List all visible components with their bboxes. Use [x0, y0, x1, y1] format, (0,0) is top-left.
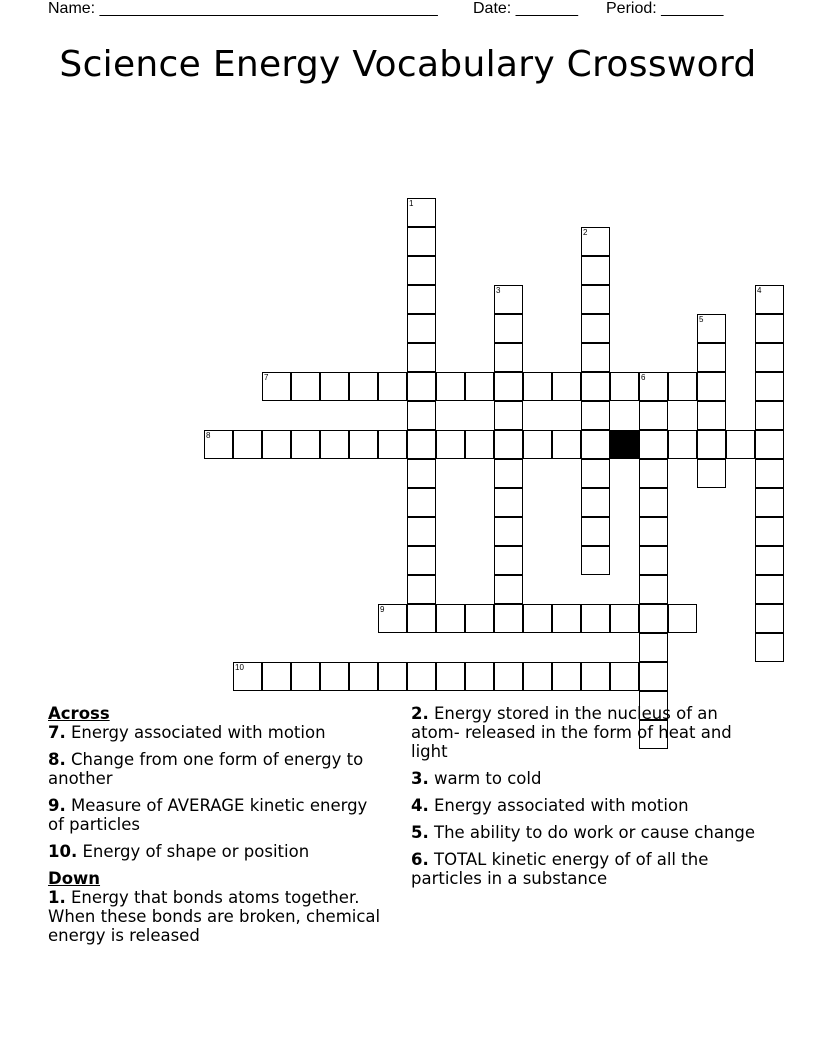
grid-cell[interactable]	[755, 372, 784, 401]
grid-cell[interactable]	[697, 430, 726, 459]
across-clue-7: 7. Energy associated with motion	[48, 723, 326, 742]
grid-cell[interactable]	[407, 343, 436, 372]
grid-cell[interactable]	[494, 314, 523, 343]
grid-cell[interactable]	[407, 401, 436, 430]
clue-number-1: 1	[409, 199, 414, 208]
grid-cell[interactable]	[494, 517, 523, 546]
grid-cell[interactable]	[581, 372, 610, 401]
grid-cell[interactable]	[494, 488, 523, 517]
grid-cell[interactable]	[755, 430, 784, 459]
page-title: Science Energy Vocabulary Crossword	[59, 44, 757, 85]
grid-cell[interactable]	[378, 372, 407, 401]
grid-cell[interactable]	[581, 546, 610, 575]
grid-cell[interactable]	[523, 430, 552, 459]
grid-cell[interactable]	[668, 604, 697, 633]
grid-cell[interactable]	[436, 662, 465, 691]
grid-cell[interactable]	[581, 285, 610, 314]
grid-cell[interactable]	[581, 604, 610, 633]
grid-cell[interactable]	[755, 604, 784, 633]
grid-cell[interactable]	[639, 430, 668, 459]
grid-cell[interactable]	[668, 372, 697, 401]
grid-cell[interactable]	[581, 662, 610, 691]
across-clue-10: 10. Energy of shape or position	[48, 842, 310, 861]
grid-cell[interactable]	[581, 517, 610, 546]
grid-cell[interactable]	[639, 633, 668, 662]
grid-cell[interactable]	[639, 459, 668, 488]
grid-cell[interactable]	[494, 546, 523, 575]
across-clue-9: 9. Measure of AVERAGE kinetic energy of particles	[48, 796, 368, 834]
grid-cell[interactable]	[407, 459, 436, 488]
grid-cell[interactable]	[639, 662, 668, 691]
clue-number-10: 10	[235, 663, 244, 672]
grid-cell[interactable]	[407, 430, 436, 459]
across-heading: Across	[48, 704, 110, 723]
grid-cell[interactable]	[436, 430, 465, 459]
grid-cell[interactable]	[436, 604, 465, 633]
grid-cell[interactable]	[465, 430, 494, 459]
grid-cell[interactable]	[233, 430, 262, 459]
down-clue-2: 2. Energy stored in the nucleus of an atom- released in the form of heat and light	[411, 704, 732, 761]
grid-cell[interactable]	[552, 372, 581, 401]
grid-cell[interactable]	[755, 343, 784, 372]
black-cell	[610, 430, 639, 459]
clue-number-9: 9	[380, 605, 385, 614]
grid-cell[interactable]	[494, 662, 523, 691]
grid-cell[interactable]	[581, 343, 610, 372]
grid-cell[interactable]	[755, 633, 784, 662]
period-field[interactable]: Period: _______	[606, 0, 724, 17]
grid-cell[interactable]	[436, 372, 465, 401]
grid-cell[interactable]	[755, 575, 784, 604]
grid-cell[interactable]	[407, 575, 436, 604]
grid-cell[interactable]	[610, 662, 639, 691]
grid-cell[interactable]	[494, 575, 523, 604]
grid-cell[interactable]	[494, 372, 523, 401]
grid-cell[interactable]	[465, 604, 494, 633]
grid-cell[interactable]	[494, 604, 523, 633]
name-field[interactable]: Name: ______________________________________	[48, 0, 438, 17]
grid-cell[interactable]	[697, 401, 726, 430]
grid-cell[interactable]	[494, 343, 523, 372]
down-clue-6: 6. TOTAL kinetic energy of of all the particles in a substance	[411, 850, 709, 888]
grid-cell[interactable]	[262, 662, 291, 691]
grid-cell[interactable]	[494, 401, 523, 430]
grid-cell[interactable]	[755, 488, 784, 517]
grid-cell[interactable]	[523, 604, 552, 633]
grid-cell[interactable]	[581, 401, 610, 430]
grid-cell[interactable]	[291, 662, 320, 691]
down-heading: Down	[48, 869, 101, 888]
grid-cell[interactable]	[639, 401, 668, 430]
grid-cell[interactable]	[407, 372, 436, 401]
grid-cell[interactable]	[639, 575, 668, 604]
grid-cell[interactable]	[552, 604, 581, 633]
grid-cell[interactable]	[697, 459, 726, 488]
grid-cell[interactable]	[291, 372, 320, 401]
grid-cell[interactable]	[523, 372, 552, 401]
across-clue-8: 8. Change from one form of energy to another	[48, 750, 364, 788]
grid-cell[interactable]	[639, 517, 668, 546]
grid-cell[interactable]	[407, 604, 436, 633]
grid-cell[interactable]	[755, 314, 784, 343]
grid-cell[interactable]	[581, 430, 610, 459]
grid-cell[interactable]	[494, 459, 523, 488]
grid-cell[interactable]	[407, 662, 436, 691]
grid-cell[interactable]	[610, 372, 639, 401]
grid-cell[interactable]	[407, 256, 436, 285]
clues-right-column	[411, 704, 766, 896]
grid-cell[interactable]	[262, 430, 291, 459]
grid-cell[interactable]	[465, 662, 494, 691]
grid-cell[interactable]	[523, 662, 552, 691]
clue-number-2: 2	[583, 228, 588, 237]
clue-number-5: 5	[699, 315, 704, 324]
grid-cell[interactable]	[755, 517, 784, 546]
grid-cell[interactable]	[407, 546, 436, 575]
grid-cell[interactable]	[320, 372, 349, 401]
grid-cell[interactable]	[494, 430, 523, 459]
grid-cell[interactable]	[407, 227, 436, 256]
grid-cell[interactable]	[349, 662, 378, 691]
grid-cell[interactable]	[610, 604, 639, 633]
grid-cell[interactable]	[581, 256, 610, 285]
grid-cell[interactable]	[378, 430, 407, 459]
down-clue-1: 1. Energy that bonds atoms together. When these bonds are broken, chemical energy is released	[48, 888, 381, 945]
clue-number-4: 4	[757, 286, 762, 295]
clue-number-6: 6	[641, 373, 646, 382]
grid-cell[interactable]	[697, 343, 726, 372]
clue-number-3: 3	[496, 286, 501, 295]
grid-cell[interactable]	[378, 662, 407, 691]
grid-cell[interactable]	[581, 488, 610, 517]
grid-cell[interactable]	[552, 430, 581, 459]
grid-cell[interactable]	[639, 488, 668, 517]
grid-cell[interactable]	[755, 546, 784, 575]
grid-cell[interactable]	[581, 459, 610, 488]
grid-cell[interactable]	[552, 662, 581, 691]
grid-cell[interactable]	[349, 372, 378, 401]
down-clue-3: 3. warm to cold	[411, 769, 542, 788]
clues-left-column	[48, 704, 383, 953]
clue-number-7: 7	[264, 373, 269, 382]
down-clue-5: 5. The ability to do work or cause change	[411, 823, 756, 842]
grid-cell[interactable]	[726, 430, 755, 459]
grid-cell[interactable]	[639, 604, 668, 633]
grid-cell[interactable]	[581, 314, 610, 343]
grid-cell[interactable]	[407, 285, 436, 314]
grid-cell[interactable]	[407, 488, 436, 517]
grid-cell[interactable]	[755, 459, 784, 488]
grid-cell[interactable]	[407, 314, 436, 343]
date-field[interactable]: Date: _______	[473, 0, 578, 17]
grid-cell[interactable]	[755, 401, 784, 430]
grid-cell[interactable]	[320, 430, 349, 459]
grid-cell[interactable]	[320, 662, 349, 691]
grid-cell[interactable]	[668, 430, 697, 459]
grid-cell[interactable]	[291, 430, 320, 459]
grid-cell[interactable]	[697, 372, 726, 401]
grid-cell[interactable]	[407, 517, 436, 546]
grid-cell[interactable]	[639, 546, 668, 575]
down-clue-4: 4. Energy associated with motion	[411, 796, 689, 815]
grid-cell[interactable]	[349, 430, 378, 459]
clue-number-8: 8	[206, 431, 211, 440]
grid-cell[interactable]	[465, 372, 494, 401]
